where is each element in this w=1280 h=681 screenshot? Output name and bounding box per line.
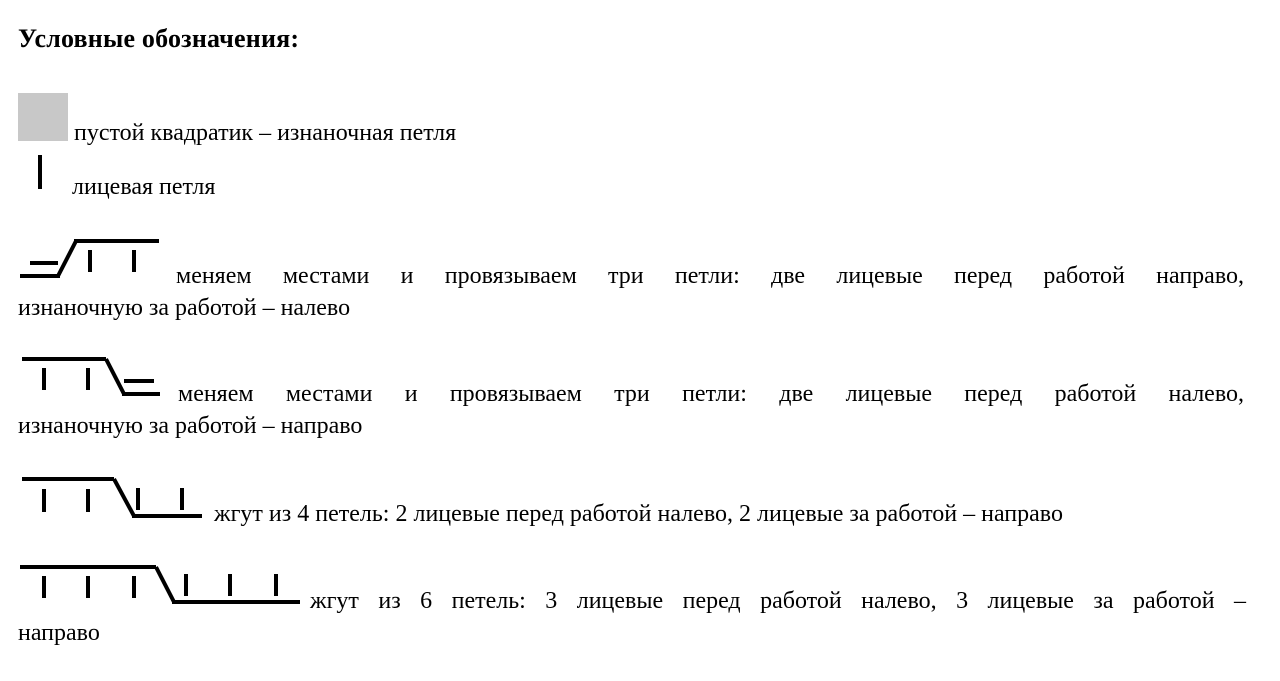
- cross-left-label-line2: изнаночную за работой – направо: [18, 413, 363, 439]
- knit-label: лицевая петля: [72, 174, 216, 200]
- cable-6-label-line1: жгут из 6 петель: 3 лицевые перед работой налево, 3 лицевые за работой –: [310, 588, 1246, 614]
- cross-left-label-line1: меняем местами и провязываем три петли: две лицевые перед работой налево,: [178, 381, 1244, 407]
- page-title: Условные обозначения:: [18, 24, 300, 53]
- cross-right-label-line2: изнаночную за работой – налево: [18, 295, 351, 321]
- cable-6-symbol-icon: [16, 562, 306, 612]
- cross-right-symbol-icon: [16, 236, 166, 282]
- cable-6-label-line2: направо: [18, 620, 100, 646]
- purl-label: пустой квадратик – изнаночная петля: [74, 120, 457, 146]
- gray-square-icon: [18, 93, 68, 141]
- cable-4-symbol-icon: [18, 474, 208, 524]
- cable-4-label: жгут из 4 петель: 2 лицевые перед работой налево, 2 лицевые за работой – направо: [214, 501, 1063, 527]
- vertical-bar-icon: [38, 155, 42, 189]
- cross-right-label-line1: меняем местами и провязываем три петли: две лицевые перед работой направо,: [176, 263, 1244, 289]
- cross-left-symbol-icon: [18, 354, 168, 400]
